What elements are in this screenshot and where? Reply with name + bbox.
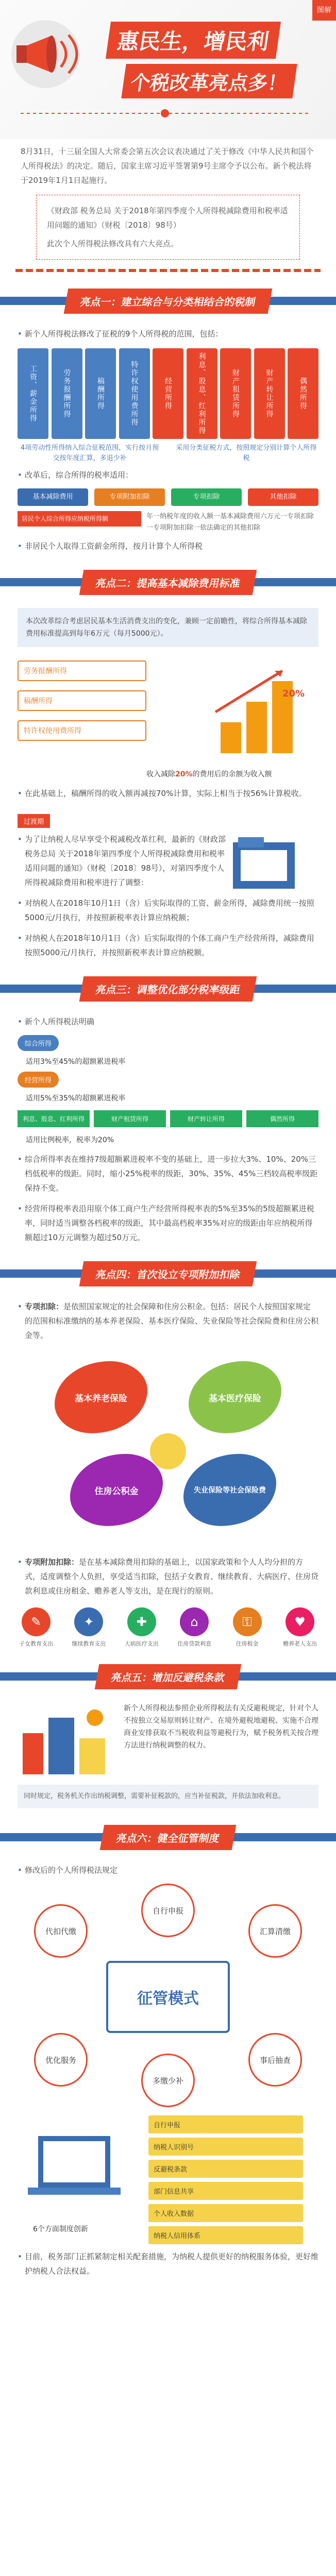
mode-center: 征管模式 <box>106 1961 230 2033</box>
section-2-title: 亮点二：提高基本减除费用标准 <box>79 570 257 595</box>
deduct-label: 住房贷款利息 <box>177 1640 212 1647</box>
s4-lead-bold: 专项扣除： <box>25 1302 64 1311</box>
strip-item: 偶然所得 <box>246 1110 318 1127</box>
strip-item: 财产租赁所得 <box>94 1110 166 1127</box>
s2-caption-a: 收入减除 <box>146 770 175 778</box>
income-col: 稿酬所得 <box>85 348 116 439</box>
income-col: 劳务报酬所得 <box>52 348 82 439</box>
flower-center <box>150 1433 186 1469</box>
deduct-elderly <box>281 1607 318 1648</box>
s3-b2: • 经营所得税率表沿用原个体工商户生产经营所得税率表的5%至35%的5级超额累进税率，同时适当调整各档税率的级距，其中最高档税率35%对应的级距由年应纳税所得额超过10万元调整为超过50万元。 <box>18 1201 318 1245</box>
strip-item: 利息、股息、红利所得 <box>18 1110 90 1127</box>
s2-caption-b: 20% <box>175 770 193 778</box>
deduct-label: 子女教育支出 <box>19 1640 53 1647</box>
title-line-1: 惠民生，增民利 <box>106 22 281 59</box>
formula-text: 年一纳税年度的收入额一基本减除费用六万元一专项扣除一专项附加扣除一依法确定的其他扣除 <box>146 513 314 532</box>
s5-text: 新个人所得税法参照企业所得税法有关反避税规定，针对个人不按独立交易原则转让财产、在境外避税地避税、实施不合理商业安排获取不当税收利益等避税行为，赋予税务机关按合理方法进行纳税调整的权力。 <box>124 1704 318 1750</box>
mode-diagram <box>19 1884 317 2110</box>
tab-special: 专项扣除 <box>171 488 242 506</box>
section-3 <box>0 1014 336 1245</box>
title-block <box>108 22 314 98</box>
income-col: 财产转让所得 <box>254 348 285 439</box>
sys-item: 自行申报 <box>148 2115 303 2133</box>
insurance-flower <box>34 1351 302 1547</box>
folder-icon <box>228 832 300 894</box>
s5-note: 同时规定，税务机关作出纳税调整，需要补征税款的，应当补征税款，并依法加收利息。 <box>18 1785 318 1808</box>
transition-tag: 过渡期 <box>18 814 50 828</box>
intro-quote <box>36 195 300 260</box>
deduct-medical <box>123 1607 160 1648</box>
sys-item: 反避税条款 <box>148 2160 303 2178</box>
s2-income-list <box>18 660 146 750</box>
system-list <box>148 2115 303 2248</box>
deduct-cont-edu <box>70 1607 107 1648</box>
rate-item-2 <box>18 1072 318 1088</box>
node-refund: 多缴少补 <box>141 2054 195 2107</box>
s6-lead: • 修改后的个人所得税法规定 <box>18 1863 318 1877</box>
s2-trans3: • 对纳税人在2018年10月1日（含）后实际取得的个体工商户生产经营所得，减除费用按照5000元/月执行，并按照新税率表计算应纳税额。 <box>18 931 318 960</box>
intro-p3: 此次个人所得税法修改具有六大亮点。 <box>47 239 179 248</box>
key-icon: ⚿ <box>233 1607 262 1636</box>
node-service: 优化服务 <box>34 2033 88 2087</box>
income-col: 偶然所得 <box>288 348 318 439</box>
cap-icon: ✦ <box>74 1607 103 1636</box>
header <box>0 0 336 139</box>
s4-lead-text: 是依照国家规定的社会保障和住房公积金。包括：居民个人按照国家规定的范围和标准缴纳的基本养老保险、基本医疗保险、失业保险等社会保险费和住房公积金等。 <box>25 1302 319 1340</box>
s6-end: • 目前，税务部门正抓紧制定相关配套措施，为纳税人提供更好的纳税服务体验，更好维护纳税人合法权益。 <box>18 2249 318 2278</box>
deduct-label: 继续教育支出 <box>72 1640 106 1647</box>
income-col: 利息、股息、红利所得 <box>187 348 217 439</box>
s2-box: 本次改革综合考虑居民基本生活消费支出的变化，兼顾一定前瞻性，将综合所得基本减除费用标准提高到每年6万元（每月5000元）。 <box>18 608 318 647</box>
section-1-title: 亮点一：建立综合与分类相结合的税制 <box>64 289 273 314</box>
income-grid <box>18 348 318 439</box>
tab-other: 其他扣除 <box>248 488 318 506</box>
brace-right-note: 采用分类征税方式，按照规定分别计算个人所得税 <box>176 444 317 462</box>
deduct-label: 大病医疗支出 <box>124 1640 159 1647</box>
section-2 <box>0 608 336 960</box>
petal-unemployment: 失业保险等社会保险费 <box>183 1454 276 1526</box>
deduct-icons <box>18 1607 318 1648</box>
s2-chart <box>18 655 318 779</box>
brace-row <box>18 443 318 464</box>
deduct-mortgage <box>176 1607 213 1648</box>
anti-avoid <box>18 1702 318 1780</box>
s2-caption-c: 的费用后的余额为收入额 <box>192 770 272 778</box>
section-3-banner <box>0 973 336 1004</box>
rate-text-2: 适用5%至35%的超额累进税率 <box>26 1094 126 1103</box>
book-icon: ✎ <box>22 1607 51 1636</box>
s2-item: 稿酬所得 <box>18 690 146 711</box>
intro-p1: 8月31日，十三届全国人大常委会第五次会议表决通过了关于修改《中华人民共和国个人所得税法》的决定。随后，国家主席习近平签署第9号主席令予以公布。新个税法将于2019年1月1日起施行。 <box>21 147 314 185</box>
section-2-banner <box>0 567 336 598</box>
petal-medical: 基本医疗保险 <box>189 1361 281 1433</box>
tab-special-additional: 专项附加扣除 <box>94 488 165 506</box>
income-col: 特许权使用费所得 <box>119 348 150 439</box>
section-5 <box>0 1702 336 1808</box>
income-col: 经营所得 <box>153 348 183 439</box>
title-line-2: 个税改革亮点多！ <box>121 64 297 98</box>
s1-change: • 改革后，综合所得的税率适用： <box>18 468 318 482</box>
brace-left-note: 4项劳动性所得纳入综合征税范围，实行按月预交按年度汇算，多退少补 <box>21 444 159 462</box>
cross-icon: ✚ <box>127 1607 156 1636</box>
coin-stack-icon <box>205 655 308 758</box>
divider-stripe <box>15 269 321 272</box>
intro-p2: 《财政部 税务总局 关于2018年第四季度个人所得税减除费用和税率适用问题的通知》（财税〔2018〕98号） <box>47 206 288 230</box>
node-self-declare: 自行申报 <box>141 1884 195 1937</box>
section-6-banner <box>0 1822 336 1853</box>
deduct-label: 赡养老人支出 <box>282 1640 317 1647</box>
deduct-tabs <box>18 488 318 506</box>
pct-label: 20% <box>282 688 305 699</box>
income-col: 工资、薪金所得 <box>18 348 48 439</box>
section-4 <box>0 1299 336 1648</box>
s2-item: 劳务报酬所得 <box>18 660 146 681</box>
deduct-label: 住房租金 <box>236 1640 259 1647</box>
sys-item: 纳税人信用体系 <box>148 2226 303 2244</box>
s2-stack-note: • 在此基础上，稿酬所得的收入额再减按70%计算，实际上相当于按56%计算税收。 <box>18 786 318 801</box>
section-4-banner <box>0 1258 336 1289</box>
s2-caption <box>146 769 272 779</box>
s3-lead: • 新个人所得税法明确 <box>18 1014 318 1029</box>
node-audit: 事后抽查 <box>248 2033 302 2087</box>
rate-text-1: 适用3%至45%的超额累进税率 <box>26 1058 126 1066</box>
rate-text-3: 适用比例税率，税率为20% <box>26 1136 114 1144</box>
header-tag: 图解 <box>312 0 336 21</box>
section-4-title: 亮点四：首次设立专项附加扣除 <box>79 1261 257 1286</box>
deduct-child-edu <box>18 1607 55 1648</box>
sys-item: 纳税人识别号 <box>148 2138 303 2156</box>
deduct-rent <box>229 1607 266 1648</box>
strip-item: 财产转让所得 <box>170 1110 242 1127</box>
s4-lead2-text: 是在基本减除费用扣除的基础上，以国家政策和个人人均分担的方式，适度调整个人负担，享受适当扣除，包括子女教育、继续教育、大病医疗、住房贷款利息或住房租金、赡养老人等支出，是在现行的原则。 <box>25 1557 319 1596</box>
s3-b1: • 综合所得率表在维持7级超额累进税率不变的基础上，进一步拉大3%、10%、20%三档低税率的级距。同时，缩小25%税率的级距，30%、35%、45%三档较高税率级距保持不变。 <box>18 1152 318 1195</box>
income-col: 财产租赁所得 <box>220 348 251 439</box>
sys-item: 个人收入数据 <box>148 2204 303 2222</box>
section-1 <box>0 327 336 553</box>
formula-chip: 居民个人综合所得应纳税所得额 <box>18 511 141 527</box>
section-5-title: 亮点五：增加反避税条款 <box>95 1664 242 1689</box>
petal-pension: 基本养老保险 <box>55 1361 147 1433</box>
rate-item-1 <box>18 1035 318 1051</box>
system-block <box>18 2115 318 2244</box>
tab-basic-deduction: 基本减除费用 <box>18 488 88 506</box>
section-5-banner <box>0 1661 336 1692</box>
s2-trans2: • 对纳税人在2018年10月1日（含）后实际取得的工资、薪金所得，减除费用统一按照5000元/月执行，并按照新税率表计算应纳税额； <box>18 896 318 925</box>
s2-item: 特许权使用费所得 <box>18 720 146 741</box>
node-settlement: 汇算清缴 <box>248 1904 302 1958</box>
formula-box <box>18 511 318 534</box>
decor-burst <box>21 98 309 129</box>
megaphone-icon <box>9 15 97 93</box>
house-icon: ⌂ <box>180 1607 209 1636</box>
s2-trans1: • 为了让纳税人尽早享受个税减税改革红利，最新的《财政部 税务总局 关于2018年第四季度个人所得税减除费用和税率适用问题的通知》（财税〔2018〕98号），对第四季度个人所得税减除费用和税率进行了调整： <box>18 832 318 890</box>
node-withholding: 代扣代缴 <box>34 1904 88 1958</box>
petal-housing: 住房公积金 <box>70 1454 163 1526</box>
rate-num-2: 经营所得 <box>18 1072 59 1088</box>
rate-num-1: 综合所得 <box>18 1035 59 1051</box>
section-3-title: 亮点三：调整优化部分税率级距 <box>79 976 257 1002</box>
rate-strip <box>18 1110 318 1127</box>
section-1-banner <box>0 285 336 316</box>
intro <box>0 139 336 260</box>
city-icon <box>18 1702 115 1780</box>
section-6 <box>0 1863 336 2278</box>
laptop-icon <box>23 2126 126 2218</box>
section-6-title: 亮点六：健全征管制度 <box>100 1825 237 1850</box>
s1-lead: • 新个人所得税法修改了征税的9个人所得税的范围，包括： <box>18 327 318 341</box>
s1-note2: • 非居民个人取得工资薪金所得，按月计算个人所得税 <box>18 539 318 553</box>
s4-lead2 <box>18 1555 318 1598</box>
sys-item: 部门信息共享 <box>148 2182 303 2200</box>
heart-icon: ♥ <box>285 1607 314 1636</box>
s4-lead2-bold: 专项附加扣除： <box>25 1557 79 1567</box>
sys-label: 6个方面制度创新 <box>33 2225 88 2233</box>
s4-lead <box>18 1299 318 1343</box>
